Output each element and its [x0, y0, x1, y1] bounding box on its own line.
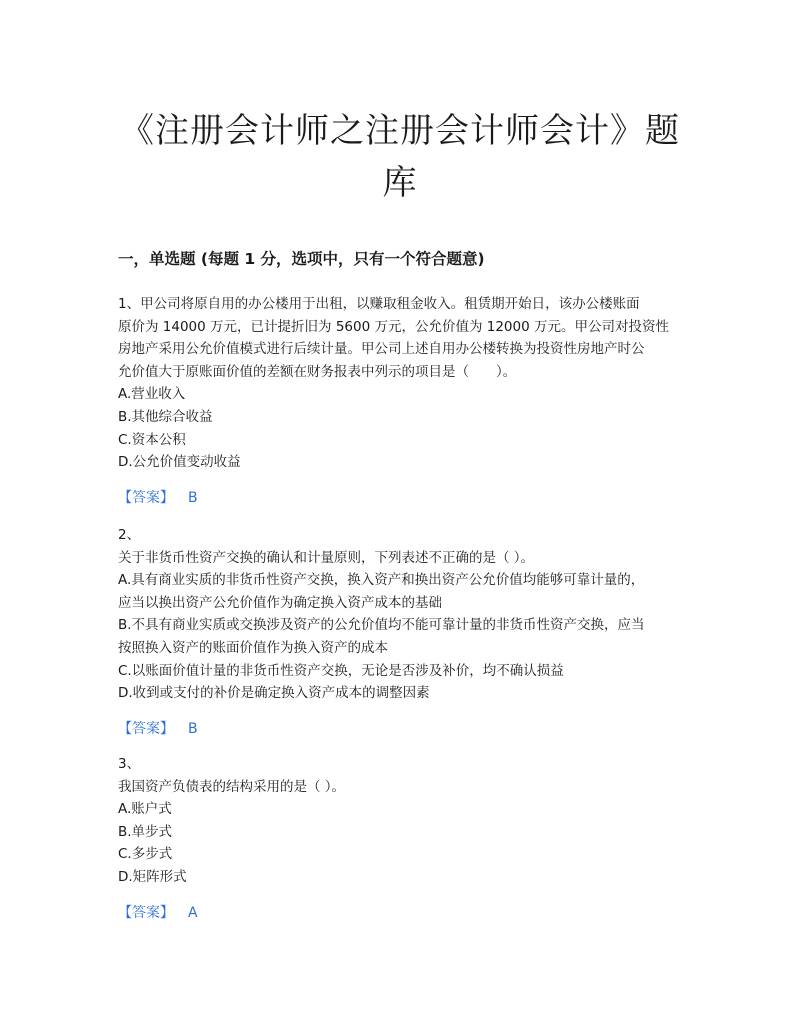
answer-label: 【答案】 [118, 905, 174, 921]
answer-1 [118, 487, 198, 507]
option-b: B.不具有商业实质或交换涉及资产的公允价值均不能可靠计量的非货币性资产交换，应当 [118, 617, 645, 634]
answer-value: B [188, 490, 198, 506]
section-heading: 一，单选题 (每题 1 分，选项中，只有一个符合题意) [118, 250, 485, 268]
question-3 [118, 753, 684, 889]
answer-2 [118, 718, 198, 738]
question-1 [118, 293, 684, 474]
option-c: C.以账面价值计量的非货币性资产交换，无论是否涉及补价，均不确认损益 [118, 662, 564, 679]
answer-label: 【答案】 [118, 490, 174, 506]
question-stem-line: 原价为 14000 万元，已计提折旧为 5600 万元，公允价值为 12000 万元。甲公司对投资性 [118, 318, 669, 335]
option-c: C.资本公积 [118, 431, 186, 448]
question-2 [118, 524, 684, 705]
question-stem-line: 1、甲公司将原自用的办公楼用于出租，以赚取租金收入。租赁期开始日，该办公楼账面 [118, 296, 640, 312]
option-d: D.收到或支付的补价是确定换入资产成本的调整因素 [118, 685, 430, 702]
question-stem-line: 我国资产负债表的结构采用的是（ ）。 [118, 778, 346, 795]
question-stem-line: 3、 [118, 756, 141, 772]
answer-label: 【答案】 [118, 721, 174, 737]
option-b: B.单步式 [118, 823, 173, 840]
option-a: A.具有商业实质的非货币性资产交换，换入资产和换出资产公允价值均能够可靠计量的， [118, 572, 645, 589]
option-a: A.营业收入 [118, 386, 186, 403]
question-stem-line: 2、 [118, 527, 141, 543]
option-d: D.矩阵形式 [118, 868, 187, 885]
question-stem-line: 允价值大于原账面价值的差额在财务报表中列示的项目是（ ）。 [118, 363, 517, 380]
answer-value: A [188, 905, 198, 921]
document-title-line-1: 《注册会计师之注册会计师会计》题 [120, 111, 680, 151]
option-b: B.其他综合收益 [118, 408, 213, 425]
option-b-continued: 按照换入资产的账面价值作为换入资产的成本 [118, 639, 388, 656]
option-c: C.多步式 [118, 846, 173, 863]
question-stem-line: 关于非货币性资产交换的确认和计量原则，下列表述不正确的是（ ）。 [118, 549, 535, 566]
option-a: A.账户式 [118, 801, 172, 818]
document-title [110, 105, 690, 209]
answer-value: B [188, 721, 198, 737]
answer-3 [118, 902, 198, 922]
option-d: D.公允价值变动收益 [118, 454, 241, 471]
option-a-continued: 应当以换出资产公允价值作为确定换入资产成本的基础 [118, 594, 442, 611]
question-stem-line: 房地产采用公允价值模式进行后续计量。甲公司上述自用办公楼转换为投资性房地产时公 [118, 341, 645, 358]
document-title-line-2: 库 [382, 163, 418, 203]
